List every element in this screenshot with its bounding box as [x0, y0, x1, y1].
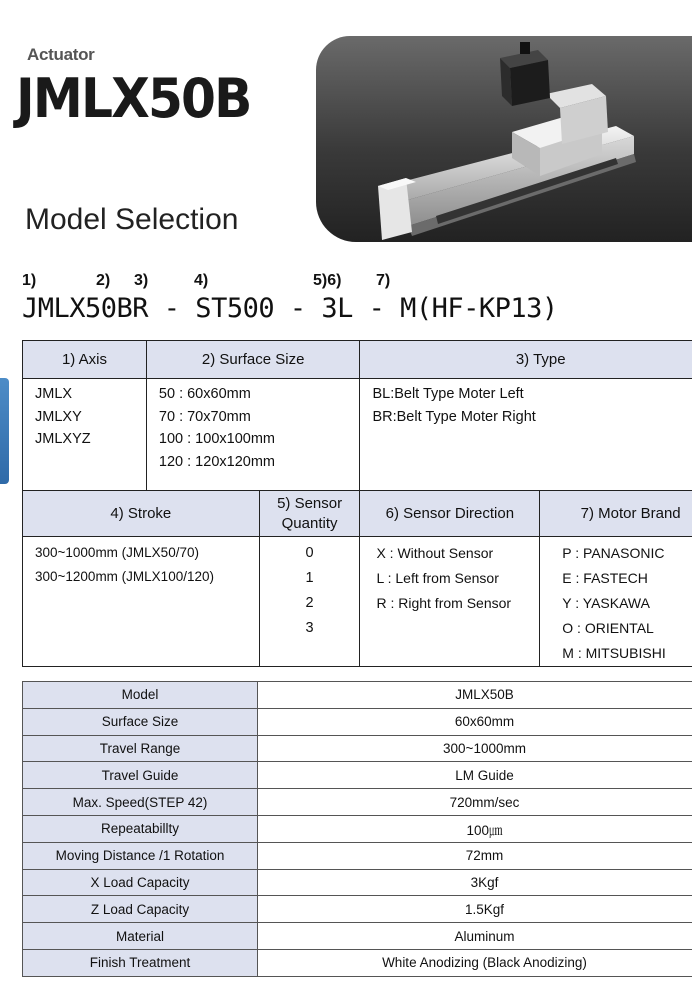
spec-value: 60x60mm [258, 708, 692, 735]
side-tab [0, 378, 9, 484]
spec-value: 72mm [258, 842, 692, 869]
list-item: P : PANASONIC [562, 545, 665, 561]
motor-brand-options [540, 537, 692, 667]
code-index-2: 2) [96, 272, 111, 289]
table-row [23, 923, 692, 950]
stroke-options [23, 537, 260, 667]
list-item: 3 [305, 620, 314, 636]
spec-key: Model [23, 682, 258, 709]
spec-value: 720mm/sec [258, 789, 692, 816]
list-item: O : ORIENTAL [562, 620, 654, 636]
spec-value: JMLX50B [258, 682, 692, 709]
spec-value: White Anodizing (Black Anodizing) [258, 949, 692, 976]
header-sensor-direction: 6) Sensor Direction [360, 491, 540, 537]
list-item: 300~1000mm (JMLX50/70) [35, 545, 199, 560]
table-row [23, 789, 692, 816]
sensor-direction-options [360, 537, 540, 667]
code-index-1: 1) [22, 272, 37, 289]
spec-key: Max. Speed(STEP 42) [23, 789, 258, 816]
type-options [360, 379, 692, 491]
list-item: Y : YASKAWA [562, 595, 650, 611]
list-item: 50 : 60x60mm [158, 386, 251, 402]
table-row [23, 869, 692, 896]
model-code-example: JMLX50BR - ST500 - 3L - M(HF-KP13) [22, 293, 558, 324]
actuator-illustration [316, 36, 692, 242]
spec-value: 300~1000mm [258, 735, 692, 762]
table-row [23, 735, 692, 762]
table-row [23, 815, 692, 842]
list-item: JMLX [35, 386, 73, 402]
list-item: 120 : 120x120mm [158, 453, 275, 470]
table-row [23, 682, 692, 709]
spec-value: 100㎛ [258, 815, 692, 842]
surface-size-options [146, 379, 360, 491]
table-row [23, 949, 692, 976]
spec-key: Travel Range [23, 735, 258, 762]
list-item: 70 : 70x70mm [158, 408, 251, 425]
header-motor-brand: 7) Motor Brand [540, 491, 692, 537]
spec-key: Z Load Capacity [23, 896, 258, 923]
header-line: 5) Sensor [277, 494, 343, 512]
spec-key: Repeatabillty [23, 815, 258, 842]
list-item: R : Right from Sensor [376, 595, 512, 611]
spec-value: Aluminum [258, 923, 692, 950]
list-item: 2 [305, 595, 314, 611]
list-item: 100 : 100x100mm [158, 431, 275, 447]
spec-value: 3Kgf [258, 869, 692, 896]
spec-key: X Load Capacity [23, 869, 258, 896]
list-item: JMLXYZ [35, 431, 91, 447]
header-surface-size: 2) Surface Size [146, 341, 360, 379]
list-item: X : Without Sensor [376, 545, 494, 561]
axis-options [23, 379, 147, 491]
table-row [23, 842, 692, 869]
list-item: BL:Belt Type Moter Left [372, 386, 524, 402]
spec-key: Moving Distance /1 Rotation [23, 842, 258, 869]
table-row [23, 896, 692, 923]
code-index-7: 7) [376, 272, 391, 289]
header-axis: 1) Axis [23, 341, 147, 379]
list-item: 300~1200mm (JMLX100/120) [35, 569, 214, 584]
spec-key: Finish Treatment [23, 949, 258, 976]
model-selection-table [22, 340, 692, 667]
product-title: JMLX50B [16, 67, 251, 130]
spec-value: 1.5Kgf [258, 896, 692, 923]
spec-value: LM Guide [258, 762, 692, 789]
code-index-4: 4) [194, 272, 209, 289]
specification-table [22, 681, 692, 977]
spec-key: Surface Size [23, 708, 258, 735]
sensor-quantity-options [259, 537, 360, 667]
list-item: JMLXY [35, 408, 82, 425]
list-item: E : FASTECH [562, 570, 648, 586]
section-title: Model Selection [25, 203, 239, 236]
table-row [23, 762, 692, 789]
list-item: M : MITSUBISHI [562, 645, 666, 661]
product-image [316, 36, 692, 242]
table-row [23, 708, 692, 735]
list-item: 1 [305, 570, 314, 586]
header-sensor-quantity [259, 491, 360, 537]
list-item: L : Left from Sensor [376, 570, 499, 586]
header-type: 3) Type [360, 341, 692, 379]
list-item: BR:Belt Type Moter Right [372, 408, 536, 425]
list-item: 0 [305, 545, 314, 561]
code-index-5-6: 5)6) [313, 272, 342, 289]
category-label: Actuator [27, 45, 95, 64]
code-index-3: 3) [134, 272, 149, 289]
header-line: Quantity [281, 514, 338, 532]
spec-key: Travel Guide [23, 762, 258, 789]
spec-key: Material [23, 923, 258, 950]
header-stroke: 4) Stroke [23, 491, 260, 537]
